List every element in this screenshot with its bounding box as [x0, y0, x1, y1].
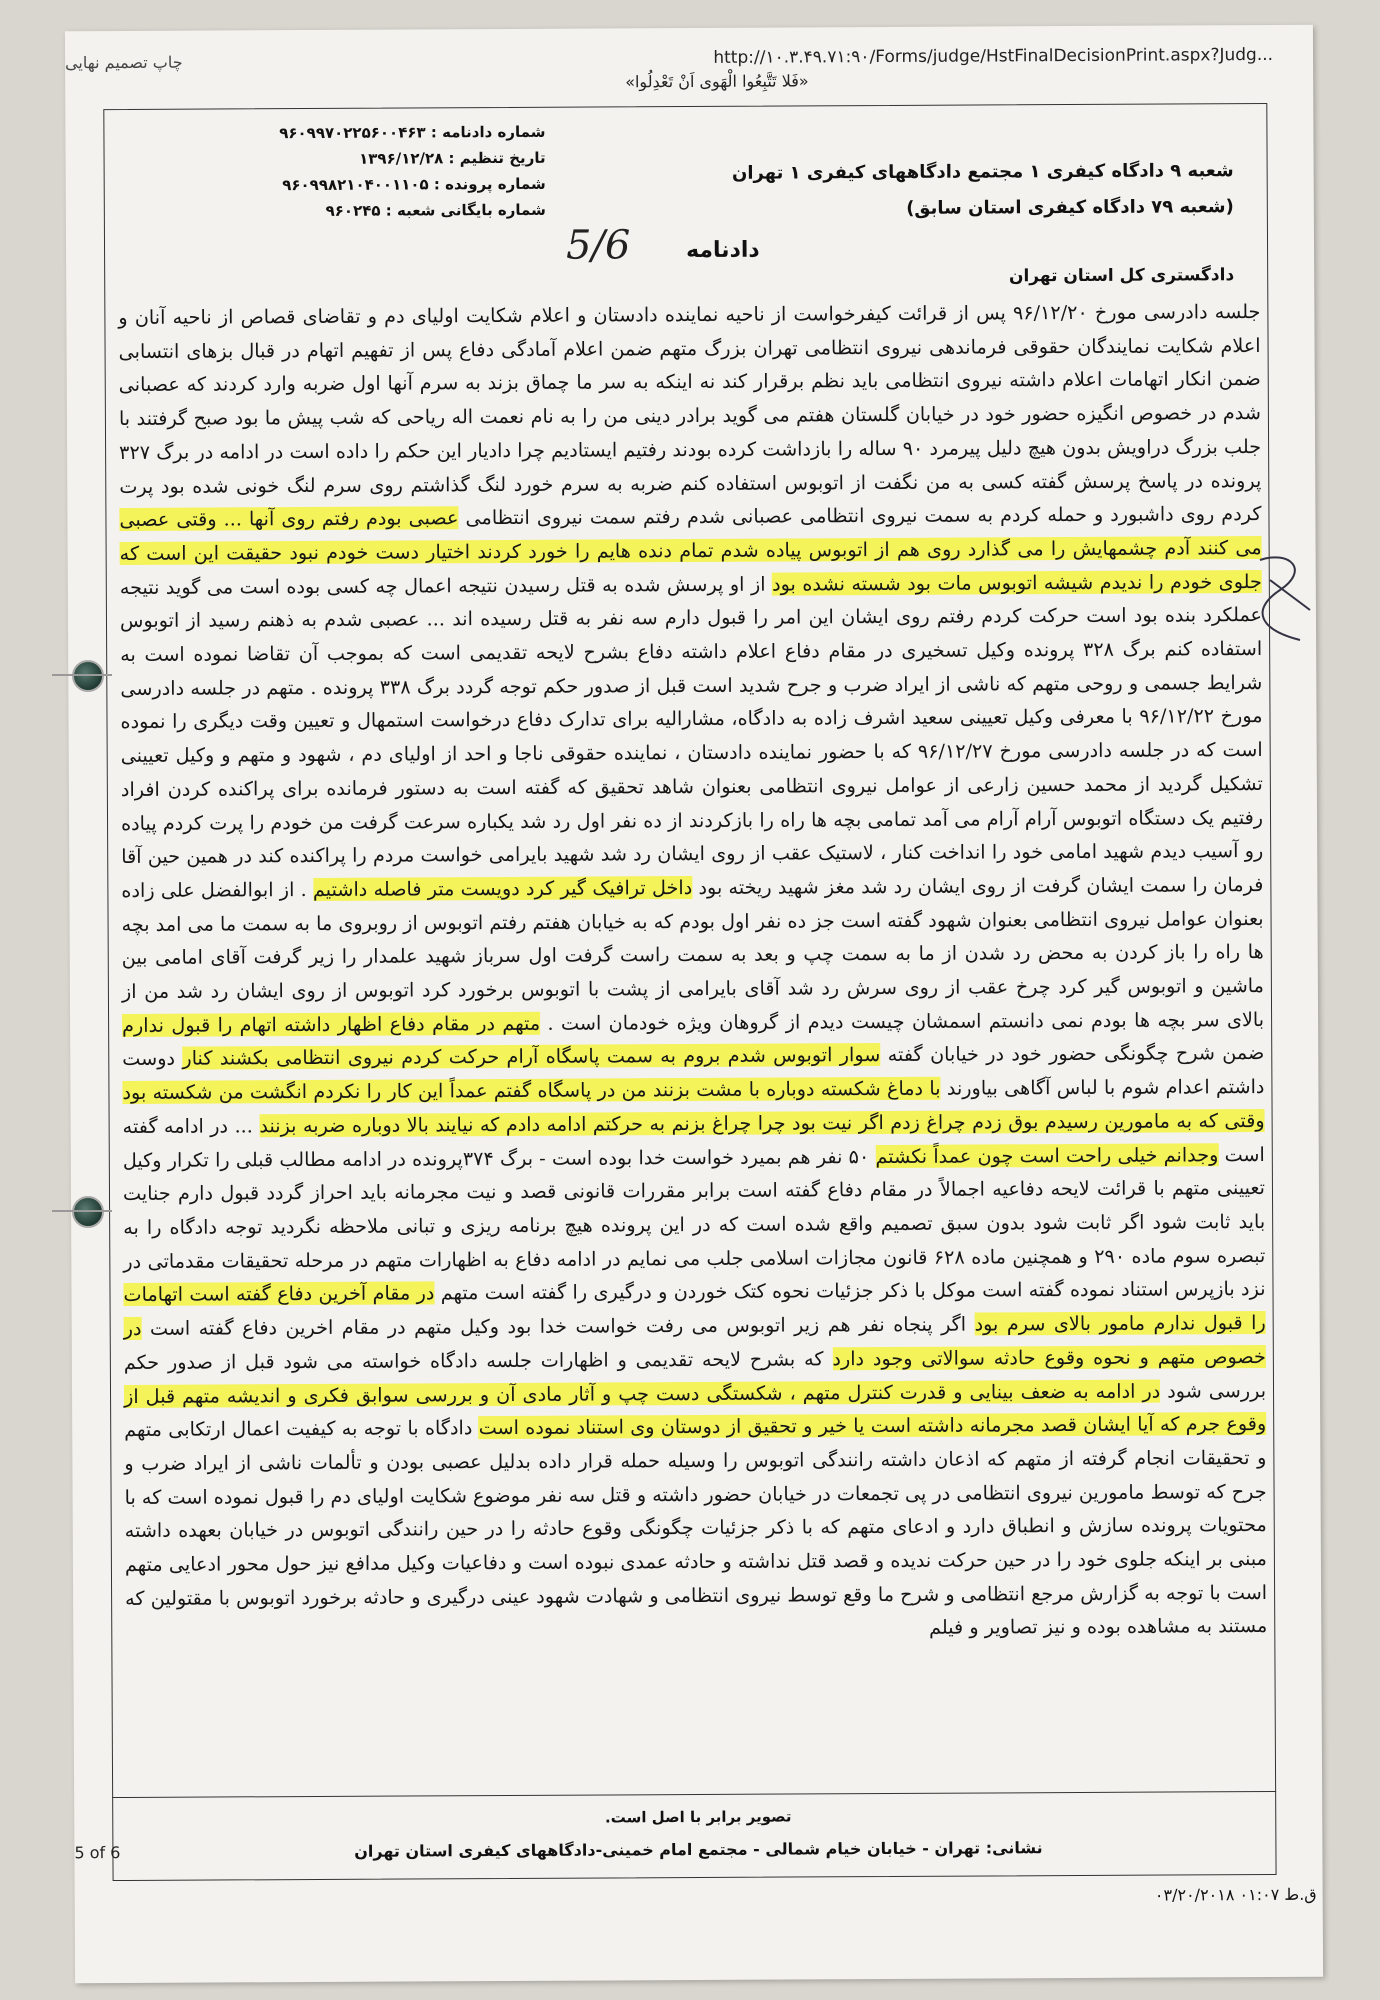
page-url: http://۱۰.۳.۴۹.۷۱:۹۰/Forms/judge/HstFinalDecisionPrint.aspx?Judg... — [713, 44, 1274, 68]
page-number: 5 of 6 — [74, 1843, 121, 1863]
quran-motto: «فَلا تَتَّبِعُوا الْهَوى اَنْ تَعْدِلُوا» — [625, 71, 809, 92]
highlight: سوار اتوبوس شدم بروم به سمت پاسگاه آرام حرکت کردم نیروی انتظامی بکشند کنار — [182, 1043, 881, 1071]
print-label: چاپ تصمیم نهایی — [65, 52, 183, 73]
copy-certification: تصویر برابر با اصل است. — [604, 1807, 792, 1827]
highlight: داخل ترافیک گیر کرد دویست متر فاصله داشتیم — [312, 875, 693, 901]
court-address: نشانی: تهران - خیابان خیام شمالی - مجتمع امام خمینی-دادگاههای کیفری استان تهران — [354, 1838, 1043, 1861]
highlight: وجدانم خیلی راحت است چون عمداً نکشتم — [875, 1142, 1219, 1168]
document-sheet — [65, 25, 1323, 1984]
verdict-body — [118, 295, 1267, 1649]
court-branch: شعبه ۹ دادگاه کیفری ۱ مجتمع دادگاههای کیفری ۱ تهران — [731, 160, 1234, 184]
print-header — [65, 39, 1313, 96]
highlight: با دماغ شکسته دوباره با مشت بزنند من در پاسگاه گفتم عمداً این کار را نکردم انگشت من شکسته بود وقتی که به مامورین رسیدم بوق زدم چراغ زدم اگر نیت بود چرا چراغ بزنم به حرکتم ادامه دادم که نیایند بالا دوباره ضربه بزنند — [122, 1076, 1265, 1138]
judiciary-department: دادگستری کل استان تهران — [1008, 265, 1235, 287]
binder-hole-icon — [72, 1196, 104, 1228]
binder-hole-icon — [72, 660, 104, 692]
highlight: در مقام آخرین دفاع گفته است اتهامات را قبول ندارم مامور بالای سرم بود — [123, 1281, 1266, 1336]
highlight: متهم در مقام دفاع اظهار داشته اتهام را قبول ندارم — [122, 1011, 541, 1037]
court-heading — [554, 153, 1234, 229]
case-number: شماره پرونده : ۹۶۰۹۹۸۲۱۰۴۰۰۱۱۰۵ — [282, 174, 546, 195]
archive-number: شماره بایگانی شعبه : ۹۶۰۲۴۵ — [325, 200, 546, 220]
former-branch: (شعبه ۷۹ دادگاه کیفری استان سابق) — [906, 196, 1234, 219]
print-timestamp: ق.ط ۰۱:۰۷ ۰۳/۲۰/۲۰۱۸ — [1154, 1884, 1317, 1905]
issue-date: تاریخ تنظیم : ۱۳۹۶/۱۲/۲۸ — [359, 148, 546, 168]
highlight: در ادامه به ضعف بینایی و قدرت کنترل متهم ، شکستگی دست چپ و آثار مادی آن و بررسی سوابق فکری و اندیشه متهم قبل از وقوع جرم که آیا ایشان قصد مجرمانه داشته است یا خیر و تحقیق از دوستان وی استناد نموده است — [123, 1379, 1267, 1440]
case-metadata — [215, 119, 546, 225]
pen-scribble-icon — [1250, 540, 1330, 660]
handwritten-page-mark: 5/6 — [565, 222, 631, 269]
highlight: در خصوص متهم و نحوه وقوع حادثه سوالاتی وجود دارد — [123, 1316, 1266, 1371]
verdict-text: جلسه دادرسی مورخ ۹۶/۱۲/۲۰ پس از قرائت کیفرخواست از ناحیه نماینده دادستان و اعلام شکایت اولیای دم و تقاضای قصاص از ناحیه آنان و اعلام شکایت نمایندگان حقوقی فرماندهی نیروی انتظامی تهران بزرگ متهم ضمن اعلام آمادگی دفاع پس از تفهیم اتهام در قبال بزهای انتسابی ضمن انکار اتهامات اعلام داشته نیروی انتظامی باید نظم برقرار کند نه اینکه به سر ما چماق بزند به سرم آنها اول ضربه وارد کردند که عصبانی شدم در خصوص انگیزه حضور خود در خیابان گلستان هفتم می گوید برادر دینی من را به نام نعمت اله ریاحی که شب پیش ما بود صبح گرفتند با جلب بزرگ دراویش بدون هیچ دلیل پیرمرد ۹۰ ساله را بازداشت کرده بودند رفتیم ایستادیم چرا دادیار این حکم را داده است در ادامه در برگ ۳۲۷ پرونده در پاسخ پرسش گفته کسی به من نگفت از اتوبوس استفاده کنم ضربه به سرم خورد لنگ گذاشتم روی سرم لنگ خونی شده بود پرت کردم روی داشبورد و حمله کردم به سمت نیروی انتظامی عصبانی شدم رفتم سمت نیروی انتظامی عصبی بودم رفتم روی آنها ... وقتی عصبی می کنند آدم چشمهایش را می گذارد روی هم از اتوبوس پیاده شدم تمام دنده هایم را خورد کردند اختیار دست خودم نبود حقیقت این است که جلوی خودم را ندیدم شیشه اتوبوس مات بود شسته نشده بود از او پرسش شده به قتل رسیدن نتیجه اعمال چه کسی بوده است می گوید نتیجه عملکرد بنده بود است حرکت کردم رفتم روی ایشان این امر را قبول دارم سه نفر به قتل رسیده اند ... عصبی شدم به ذهنم رسید از اتوبوس استفاده کنم برگ ۳۲۸ پرونده وکیل تسخیری در مقام دفاع اعلام داشته دفاع بشرح لایحه تقدیمی است که بموجب آن تقاضا نموده است به شرایط جسمی و روحی متهم که ناشی از ایراد ضرب و جرح شدید است قبل از صدور حکم توجه گردد برگ ۳۳۸ پرونده . متهم در جلسه دادرسی مورخ ۹۶/۱۲/۲۲ با معرفی وکیل تعیینی سعید اشرف زاده به دادگاه، مشارالیه برای تدارک دفاع درخواست استمهال و تعیین وقت دیگری را نموده است که در جلسه دادرسی مورخ ۹۶/۱۲/۲۷ که با حضور نماینده دادستان ، نماینده حقوقی ناجا و احد از اولیای دم ، شهود و متهم و وکیل تعیینی تشکیل گردید از محمد حسین زارعی از عوامل نیروی انتظامی بعنوان شاهد تحقیق که گفته است به دستور فرمانده برای پراکنده کردن افراد رفتیم یک دستگاه اتوبوس آرام آرام می آمد تمامی بچه ها راه را بازکردند از ده نفر اول رد شد یکباره سرعت گرفت من خودم را پرت کردم پیاده رو آسیب دیدم شهید امامی خود را انداخت کنار ، لاستیک عقب از روی ایشان رد شد شهید بایرامی خواست مردم را پراکنده کند در همین حین آقا فرمان را سمت ایشان گرفت از روی ایشان رد شد مغز شهید ریخته بود داخل ترافیک گیر کرد دویست متر فاصله داشتیم . از ابوالفضل علی زاده بعنوان عوامل نیروی انتظامی بعنوان شهود گفته است جز ده نفر اول بودم که به خیابان هفتم رفتم اتوبوس از روبروی ما به سمت ما می امد بچه ها راه را باز کردن به محض رد شدن از ما به سمت چپ و بعد به سمت راست گرفت اول سرباز شهید علمدار را زیر گرفت آقای امامی بین ماشین و اتوبوس گیر کرد چرخ عقب از روی سرش رد شد آقای بایرامی از پشت با اتوبوس برخورد کرد اتوبوس از روی ایشان رد شد من از بالای سر بچه ها بودم نمی دانستم اسمشان چیست دیدم از گروهان ویژه خودمان است . متهم در مقام دفاع اظهار داشته اتهام را قبول ندارم ضمن شرح چگونگی حضور خود در خیابان گفته سوار اتوبوس شدم بروم به سمت پاسگاه آرام حرکت کردم نیروی انتظامی بکشند کنار دوست داشتم اعدام شوم با لباس آگاهی بیاورند با دماغ شکسته دوباره با مشت بزنند من در پاسگاه گفتم عمداً این کار را نکردم انگشت من شکسته بود وقتی که به مامورین رسیدم بوق زدم چراغ زدم اگر نیت بود چرا چراغ بزنم به حرکتم ادامه دادم که نیایند بالا دوباره ضربه بزنند ... در ادامه گفته است وجدانم خیلی راحت است چون عمداً نکشتم ۵۰ نفر هم بمیرد خواست خدا بوده است - برگ ۳۷۴پرونده در ادامه مطالب قبلی را تکرار وکیل تعیینی متهم با قرائت لایحه دفاعیه اجمالاً در مقام دفاع گفته است برابر مقررات قانونی قصد و نیت مجرمانه باید احراز گردد قبول دارم جنایت باید ثابت شود اگر ثابت شود بدون سبق تصمیم واقع شده است که در این پرونده هیچ برنامه ریزی و تبانی ملاحظه نگردید توجه دادگاه را به تبصره سوم ماده ۲۹۰ و همچنین ماده ۶۲۸ قانون مجازات اسلامی جلب می نمایم در ادامه دفاع به اظهارات متهم در مرحله تحقیقات مقدماتی در نزد بازپرس استناد نموده گفته است موکل با ذکر جزئیات نحوه کتک خوردن و درگیری را گفته است متهم در مقام آخرین دفاع گفته است اتهامات را قبول ندارم مامور بالای سرم بود اگر پنجاه نفر هم زیر اتوبوس می رفت خواست خدا بود وکیل متهم در مقام اخرین دفاع گفته است در خصوص متهم و نحوه وقوع حادثه سوالاتی وجود دارد که بشرح لایحه تقدیمی و اظهارات جلسه دادگاه خواسته می شود قبل از صدور حکم بررسی شود در ادامه به ضعف بینایی و قدرت کنترل متهم ، شکستگی دست چپ و آثار مادی آن و بررسی سوابق فکری و اندیشه متهم قبل از وقوع جرم که آیا ایشان قصد مجرمانه داشته است یا خیر و تحقیق از دوستان وی استناد نموده است دادگاه با توجه به کیفیت اعمال ارتکابی متهم و تحقیقات انجام گرفته از متهم که اذعان داشته رانندگی اتوبوس را وسیله حمله قرار داده بدلیل عصبی بودن و تألمات ناشی از ایراد ضرب و جرح که توسط مامورین نیروی انتظامی در پی تجمعات در خیابان حضور داشته و قتل سه نفر موضوع شکایت اولیای دم را قبول نموده است که با محتویات پرونده سازش و انطباق دارد و ادعای متهم که با ذکر جزئیات چگونگی وقوع حادثه را در حین رانندگی اتوبوس در خیابان بعهده داشته مبنی بر اینکه جلوی خود را در حین حرکت ندیده و قصد قتل نداشته و حادثه عمدی نبوده است و دفاعیات وکیل مدافع نیز حول محور ادعایی متهم است با توجه به گزارش مرجع انتظامی و شرح ما وقع توسط نیروی انتظامی و شهادت شهود عینی درگیری و حادثه برخورد اتوبوس با مقتولین که مستند به مشاهده بوده و نیز تصاویر و فیلم — [118, 300, 1268, 1640]
document-title: دادنامه — [685, 237, 760, 264]
verdict-number: شماره دادنامه : ۹۶۰۹۹۷۰۲۲۵۶۰۰۴۶۳ — [279, 122, 546, 143]
highlight: عصبی بودم رفتم روی آنها ... وقتی عصبی می کنند آدم چشمهایش را می گذارد روی هم از اتوبوس پیاده شدم تمام دنده هایم را خورد کردند اختیار دست خودم نبود حقیقت این است که جلوی خودم را ندیدم شیشه اتوبوس مات بود شسته نشده بود — [119, 506, 1262, 596]
